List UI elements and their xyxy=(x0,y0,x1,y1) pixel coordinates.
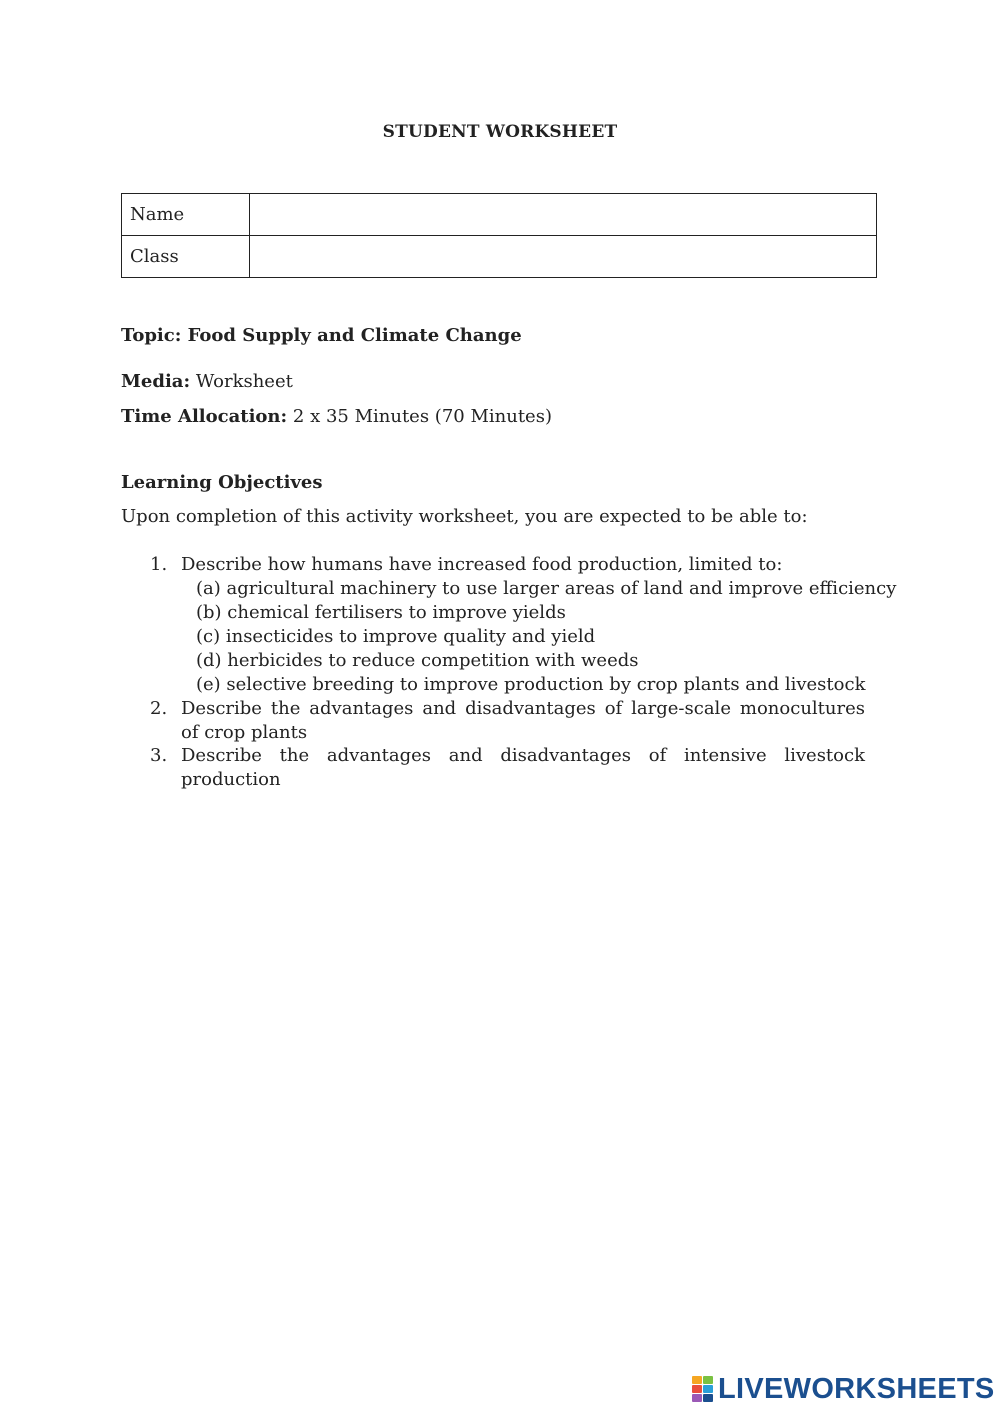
objective-number: 1. xyxy=(150,554,168,575)
table-row xyxy=(122,194,877,236)
sub-item: (d) herbicides to reduce competition with weeds xyxy=(196,650,639,671)
topic-heading: Topic: Food Supply and Climate Change xyxy=(121,325,522,346)
list-item xyxy=(150,553,865,577)
list-item xyxy=(150,744,865,792)
class-field[interactable] xyxy=(250,236,877,278)
time-allocation-label: Time Allocation: xyxy=(121,406,288,427)
list-item xyxy=(150,697,865,745)
objective-text: Describe the advantages and disadvantages of large-scale monocultures of crop plants xyxy=(181,698,865,743)
sub-item: (a) agricultural machinery to use larger areas of land and improve efficiency xyxy=(196,578,897,599)
liveworksheets-logo[interactable] xyxy=(692,1372,995,1406)
media-line xyxy=(121,371,293,392)
name-label: Name xyxy=(122,194,250,236)
class-label: Class xyxy=(122,236,250,278)
objective-number: 3. xyxy=(150,745,168,766)
liveworksheets-logo-icon xyxy=(692,1376,714,1402)
name-field[interactable] xyxy=(250,194,877,236)
table-row xyxy=(122,236,877,278)
student-info-table xyxy=(121,193,877,278)
time-allocation-line xyxy=(121,406,552,427)
time-allocation-value: 2 x 35 Minutes (70 Minutes) xyxy=(292,406,552,427)
sub-item: (e) selective breeding to improve production by crop plants and livestock xyxy=(196,674,866,695)
objective-text: Describe how humans have increased food production, limited to: xyxy=(181,554,783,575)
objectives-intro: Upon completion of this activity worksheet, you are expected to be able to: xyxy=(121,506,808,527)
sub-item: (c) insecticides to improve quality and yield xyxy=(196,626,596,647)
media-value: Worksheet xyxy=(195,371,293,392)
logo-text: LIVEWORKSHEETS xyxy=(718,1372,995,1405)
sub-item: (b) chemical fertilisers to improve yields xyxy=(196,602,566,623)
objective-text: Describe the advantages and disadvantages of intensive livestock production xyxy=(181,745,865,790)
media-label: Media: xyxy=(121,371,191,392)
learning-objectives-heading: Learning Objectives xyxy=(121,472,323,493)
objective-number: 2. xyxy=(150,698,168,719)
worksheet-title: STUDENT WORKSHEET xyxy=(382,122,618,142)
